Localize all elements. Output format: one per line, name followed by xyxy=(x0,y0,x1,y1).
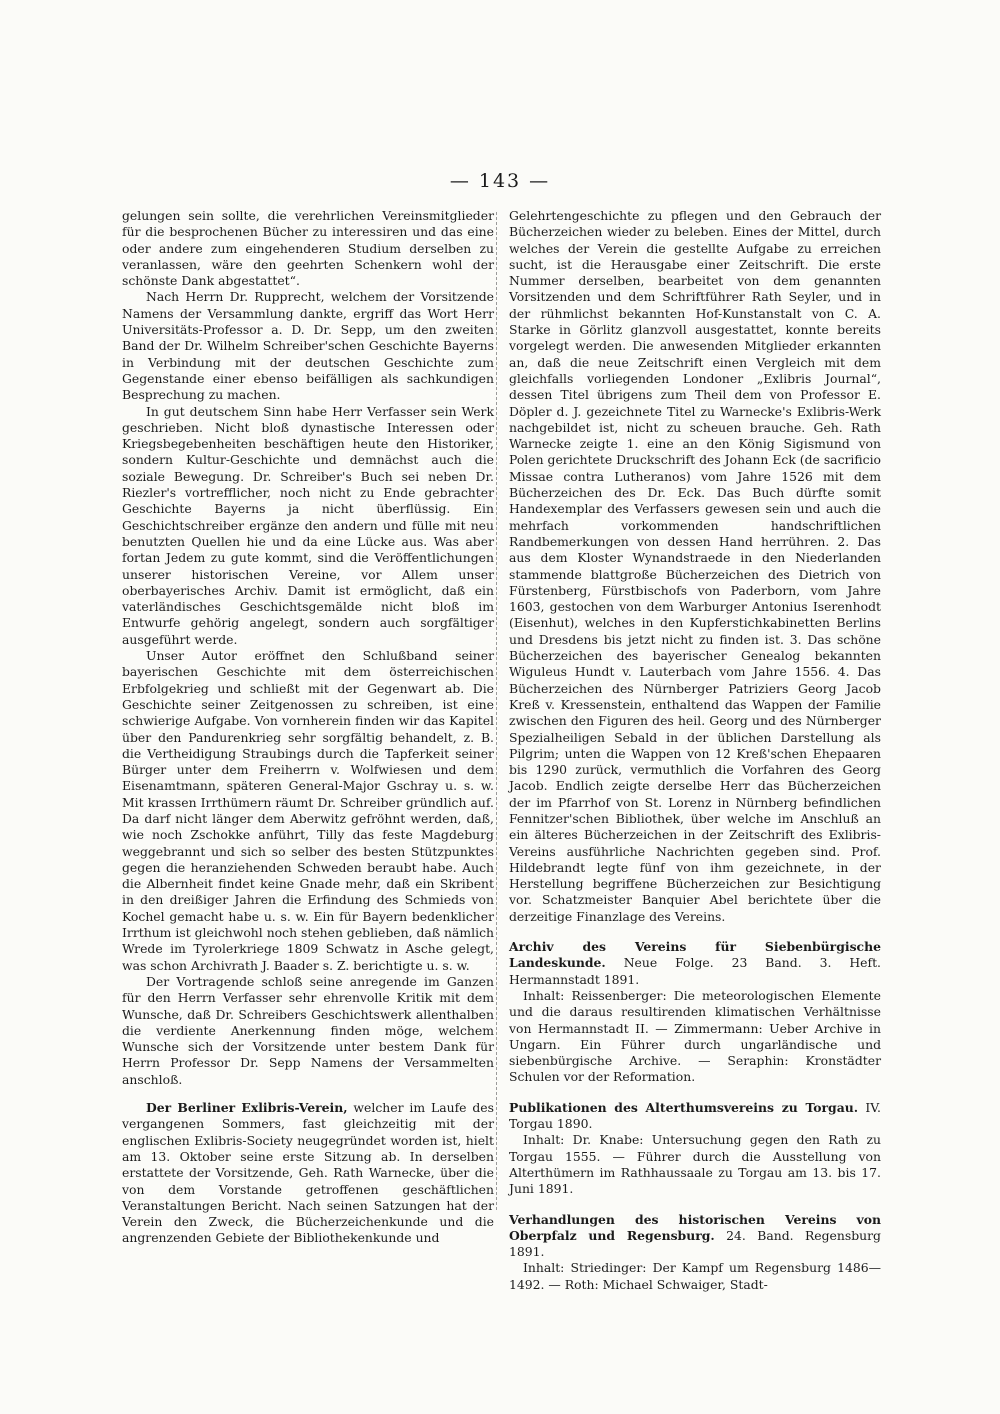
exlibris-verein-heading: Der Berliner Exlibris-Verein, xyxy=(146,1100,348,1116)
torgau-contents: Inhalt: Dr. Knabe: Untersuchung gegen den Rath zu Torgau 1555. — Führer durch die Ausstellung von Alterthümern im Rathhaussaale zu Torgau am 13. bis 17. Juni 1891. xyxy=(509,1132,881,1197)
oberpfalz-heading: Verhandlungen des historischen Vereins von Oberpfalz und Regensburg. xyxy=(509,1211,881,1243)
left-paragraph-4: Unser Autor eröffnet den Schlußband seiner bayerischen Geschichte mit dem österreichischen Erbfolgekrieg und schließt mit der Gegenwart ab. Die Geschichte seiner Zeitgenossen zu schreiben, ist eine schwierige Aufgabe. Von vornherein finden wir das Kapitel über den Pandurenkrieg sehr sorgfältig behandelt, z. B. die Vertheidigung Straubings durch die Tapferkeit seiner Bürger unter dem Freiherrn v. Wolfwiesen und dem Eisenamtmann, späteren General-Major Gschray u. s. w. Mit krassen Irrthümern räumt Dr. Schreiber gründlich auf. Da darf nicht länger dem Aberwitz gefröhnt werden, daß, wie noch Zschokke anführt, Tilly das feste Magdeburg weggebrannt und sich so selber des besten Stützpunktes gegen die heranziehenden Schweden beraubt habe. Auch die Albernheit findet keine Gnade mehr, daß ein Skribent in den dreißiger Jahren die Erfindung des Schmieds von Kochel gemacht habe u. s. w. Ein für Bayern bedenklicher Irrthum ist gleichwohl noch stehen geblieben, daß nämlich Wrede im Tyrolerkriege 1809 Schwatz in Asche gelegt, was schon Archivrath J. Baader s. Z. berichtigte u. s. w. xyxy=(122,648,494,973)
torgau-heading: Publikationen des Alterthumsvereins zu Torgau. xyxy=(509,1099,859,1115)
torgau-entry xyxy=(509,1100,881,1133)
torgau-citation: IV. Torgau 1890. xyxy=(509,1099,881,1132)
oberpfalz-contents: Inhalt: Striedinger: Der Kampf um Regensburg 1486—1492. — Roth: Michael Schwaiger, Stadt- xyxy=(509,1260,881,1292)
right-paragraph-1: Gelehrtengeschichte zu pflegen und den Gebrauch der Bücherzeichen wieder zu beleben. Eines der Mittel, durch welches der Verein die gestellte Aufgabe zu erreichen sucht, ist die Herausgabe einer Zeitschrift. Die erste Nummer derselben, bearbeitet von dem genannten Vorsitzenden und dem Schriftführer Rath Seyler, und in der rühmlichst bekannten Hof-Kunstanstalt von C. A. Starke in Görlitz glanzvoll ausgestattet, konnte bereits vorgelegt werden. Die anwesenden Mitglieder erkannten an, daß die neue Zeitschrift einen Vergleich mit dem gleichfalls vorliegenden Londoner „Exlibris Journal“, dessen Titel übrigens zum Theil dem von Professor E. Döpler d. J. gezeichnete Titel zu Warnecke's Exlibris-Werk nachgebildet ist, nicht zu scheuen brauche. Geh. Rath Warnecke zeigte 1. eine an den König Sigismund von Polen gerichtete Druckschrift des Johann Eck (de sacrificio Missae contra Lutheranos) vom Jahre 1526 mit dem Bücherzeichen des Dr. Eck. Das Buch dürfte somit Handexemplar des Verfassers gewesen sein und auch die mehrfach vorkommenden handschriftlichen Randbemerkungen von dessen Hand herrühren. 2. Das aus dem Kloster Wynandstraede in den Niederlanden stammende blattgroße Bücherzeichen des Dietrich von Fürstenberg, Fürstbischofs von Paderborn, vom Jahre 1603, gestochen von dem Warburger Antonius Iserenhodt (Eisenhut), welches in den Kupferstichkabinetten Berlins und Dresdens bis jetzt nicht zu finden ist. 3. Das schöne Bücherzeichen des bayerischer Genealog bekannten Wiguleus Hundt v. Lauterbach vom Jahre 1556. 4. Das Bücherzeichen des Nürnberger Patriziers Georg Jacob Kreß v. Kressenstein, enthaltend das Wappen der Familie zwischen den Figuren des heil. Georg und des Nürnberger Spezialheiligen Sebald in der üblichen Darstellung als Pilgrim; unten die Wappen von 12 Kreß'schen Ehepaaren bis 1290 zurück, vermuthlich die Vorfahren des Georg Jacob. Endlich zeigte derselbe Herr das Bücherzeichen der im Pfarrhof von St. Lorenz in Nürnberg befindlichen Fennitzer'schen Bibliothek, über welche im Anschluß an ein älteres Bücherzeichen in der Zeitschrift des Exlibris-Vereins ausführliche Nachrichten gegeben sind. Prof. Hildebrandt legte fünf von ihm gezeichnete, in der Herstellung begriffene Bücherzeichen zur Besichtigung vor. Schatzmeister Banquier Abel berichtete über die derzeitige Finanzlage des Vereins. xyxy=(509,208,882,924)
siebenbuergen-heading: Archiv des Vereins für Siebenbürgische Landeskunde. xyxy=(509,939,881,971)
siebenbuergen-citation: Neue Folge. 23 Band. 3. Heft. Hermannstadt 1891. xyxy=(509,955,881,987)
left-paragraph-2: Nach Herrn Dr. Rupprecht, welchem der Vorsitzende Namens der Versammlung dankte, ergriff das Wort Herr Universitäts-Professor a. D. Dr. Sepp, um den zweiten Band der Dr. Wilhelm Schreiber'schen Geschichte Bayerns in Verbindung mit der deutschen Geschichte zum Gegenstande einer ebenso beifälligen als sachkundigen Besprechung zu machen. xyxy=(122,289,494,403)
siebenbuergen-entry xyxy=(509,939,881,988)
column-divider xyxy=(496,212,497,1210)
left-paragraph-3: In gut deutschem Sinn habe Herr Verfasser sein Werk geschrieben. Nicht bloß dynastische Interessen oder Kriegsbegebenheiten beschäftigen heute den Historiker, sondern Kultur-Geschichte und demnächst auch die soziale Bewegung. Dr. Schreiber's Buch sei neben Dr. Riezler's vortrefflicher, noch nicht zu Ende gebrachter Geschichte Bayerns ja nicht überflüssig. Ein Geschichtschreiber ergänze den andern und fülle mit neu benutzten Quellen hie und da eine Lücke aus. Was aber fortan Jedem zu gute kommt, sind die Veröffentlichungen unserer historischen Vereine, vor Allem unser oberbayerisches Archiv. Damit ist ermöglicht, daß ein vaterländisches Geschichtsgemälde nicht bloß im Entwurfe gehörig angelegt, sondern auch sorgfältiger ausgeführt werde. xyxy=(122,403,494,647)
left-paragraph-1: gelungen sein sollte, die verehrlichen Vereinsmitglieder für die besprochenen Bücher zu interessiren und das eine oder andere zum eingehenderen Studium derselben zu veranlassen, wäre den geehrten Schenkern wohl der schönste Dank abgestattet“. xyxy=(122,208,494,289)
oberpfalz-entry xyxy=(509,1212,881,1261)
page-number: — 143 — xyxy=(449,170,551,192)
siebenbuergen-contents: Inhalt: Reissenberger: Die meteorologischen Elemente und die daraus resultirenden klimatischen Verhältnisse von Hermannstadt II. — Zimmermann: Ueber Archive in Ungarn. Ein Führer durch ungarländische und siebenbürgische Archive. — Seraphin: Kronstädter Schulen vor der Reformation. xyxy=(509,987,881,1085)
right-column xyxy=(509,208,881,1293)
left-column xyxy=(122,208,494,1247)
left-paragraph-5: Der Vortragende schloß seine anregende im Ganzen für den Herrn Verfasser sehr ehrenvolle Kritik mit dem Wunsche, daß Dr. Schreibers Geschichtswerk allenthalben die verdiente Anerkennung finden möge, welchem Wunsche sich der Vorsitzende unter bestem Dank für Herrn Professor Dr. Sepp Namens der Versammelten anschloß. xyxy=(122,973,494,1087)
exlibris-verein-text: welcher im Laufe des vergangenen Sommers, fast gleichzeitig mit der englischen Exlibris-Society neugegründet worden ist, hielt am 13. Oktober seine erste Sitzung ab. In derselben erstattete der Vorsitzende, Geh. Rath Warnecke, über die von dem Vorstande getroffenen geschäftlichen Veranstaltungen Bericht. Nach seinen Satzungen hat der Verein den Zweck, die Bücherzeichenkunde und die angrenzenden Gebiete der Bibliothekenkunde und xyxy=(122,1100,494,1246)
oberpfalz-citation: 24. Band. Regensburg 1891. xyxy=(509,1227,881,1260)
exlibris-verein-paragraph xyxy=(122,1100,494,1247)
